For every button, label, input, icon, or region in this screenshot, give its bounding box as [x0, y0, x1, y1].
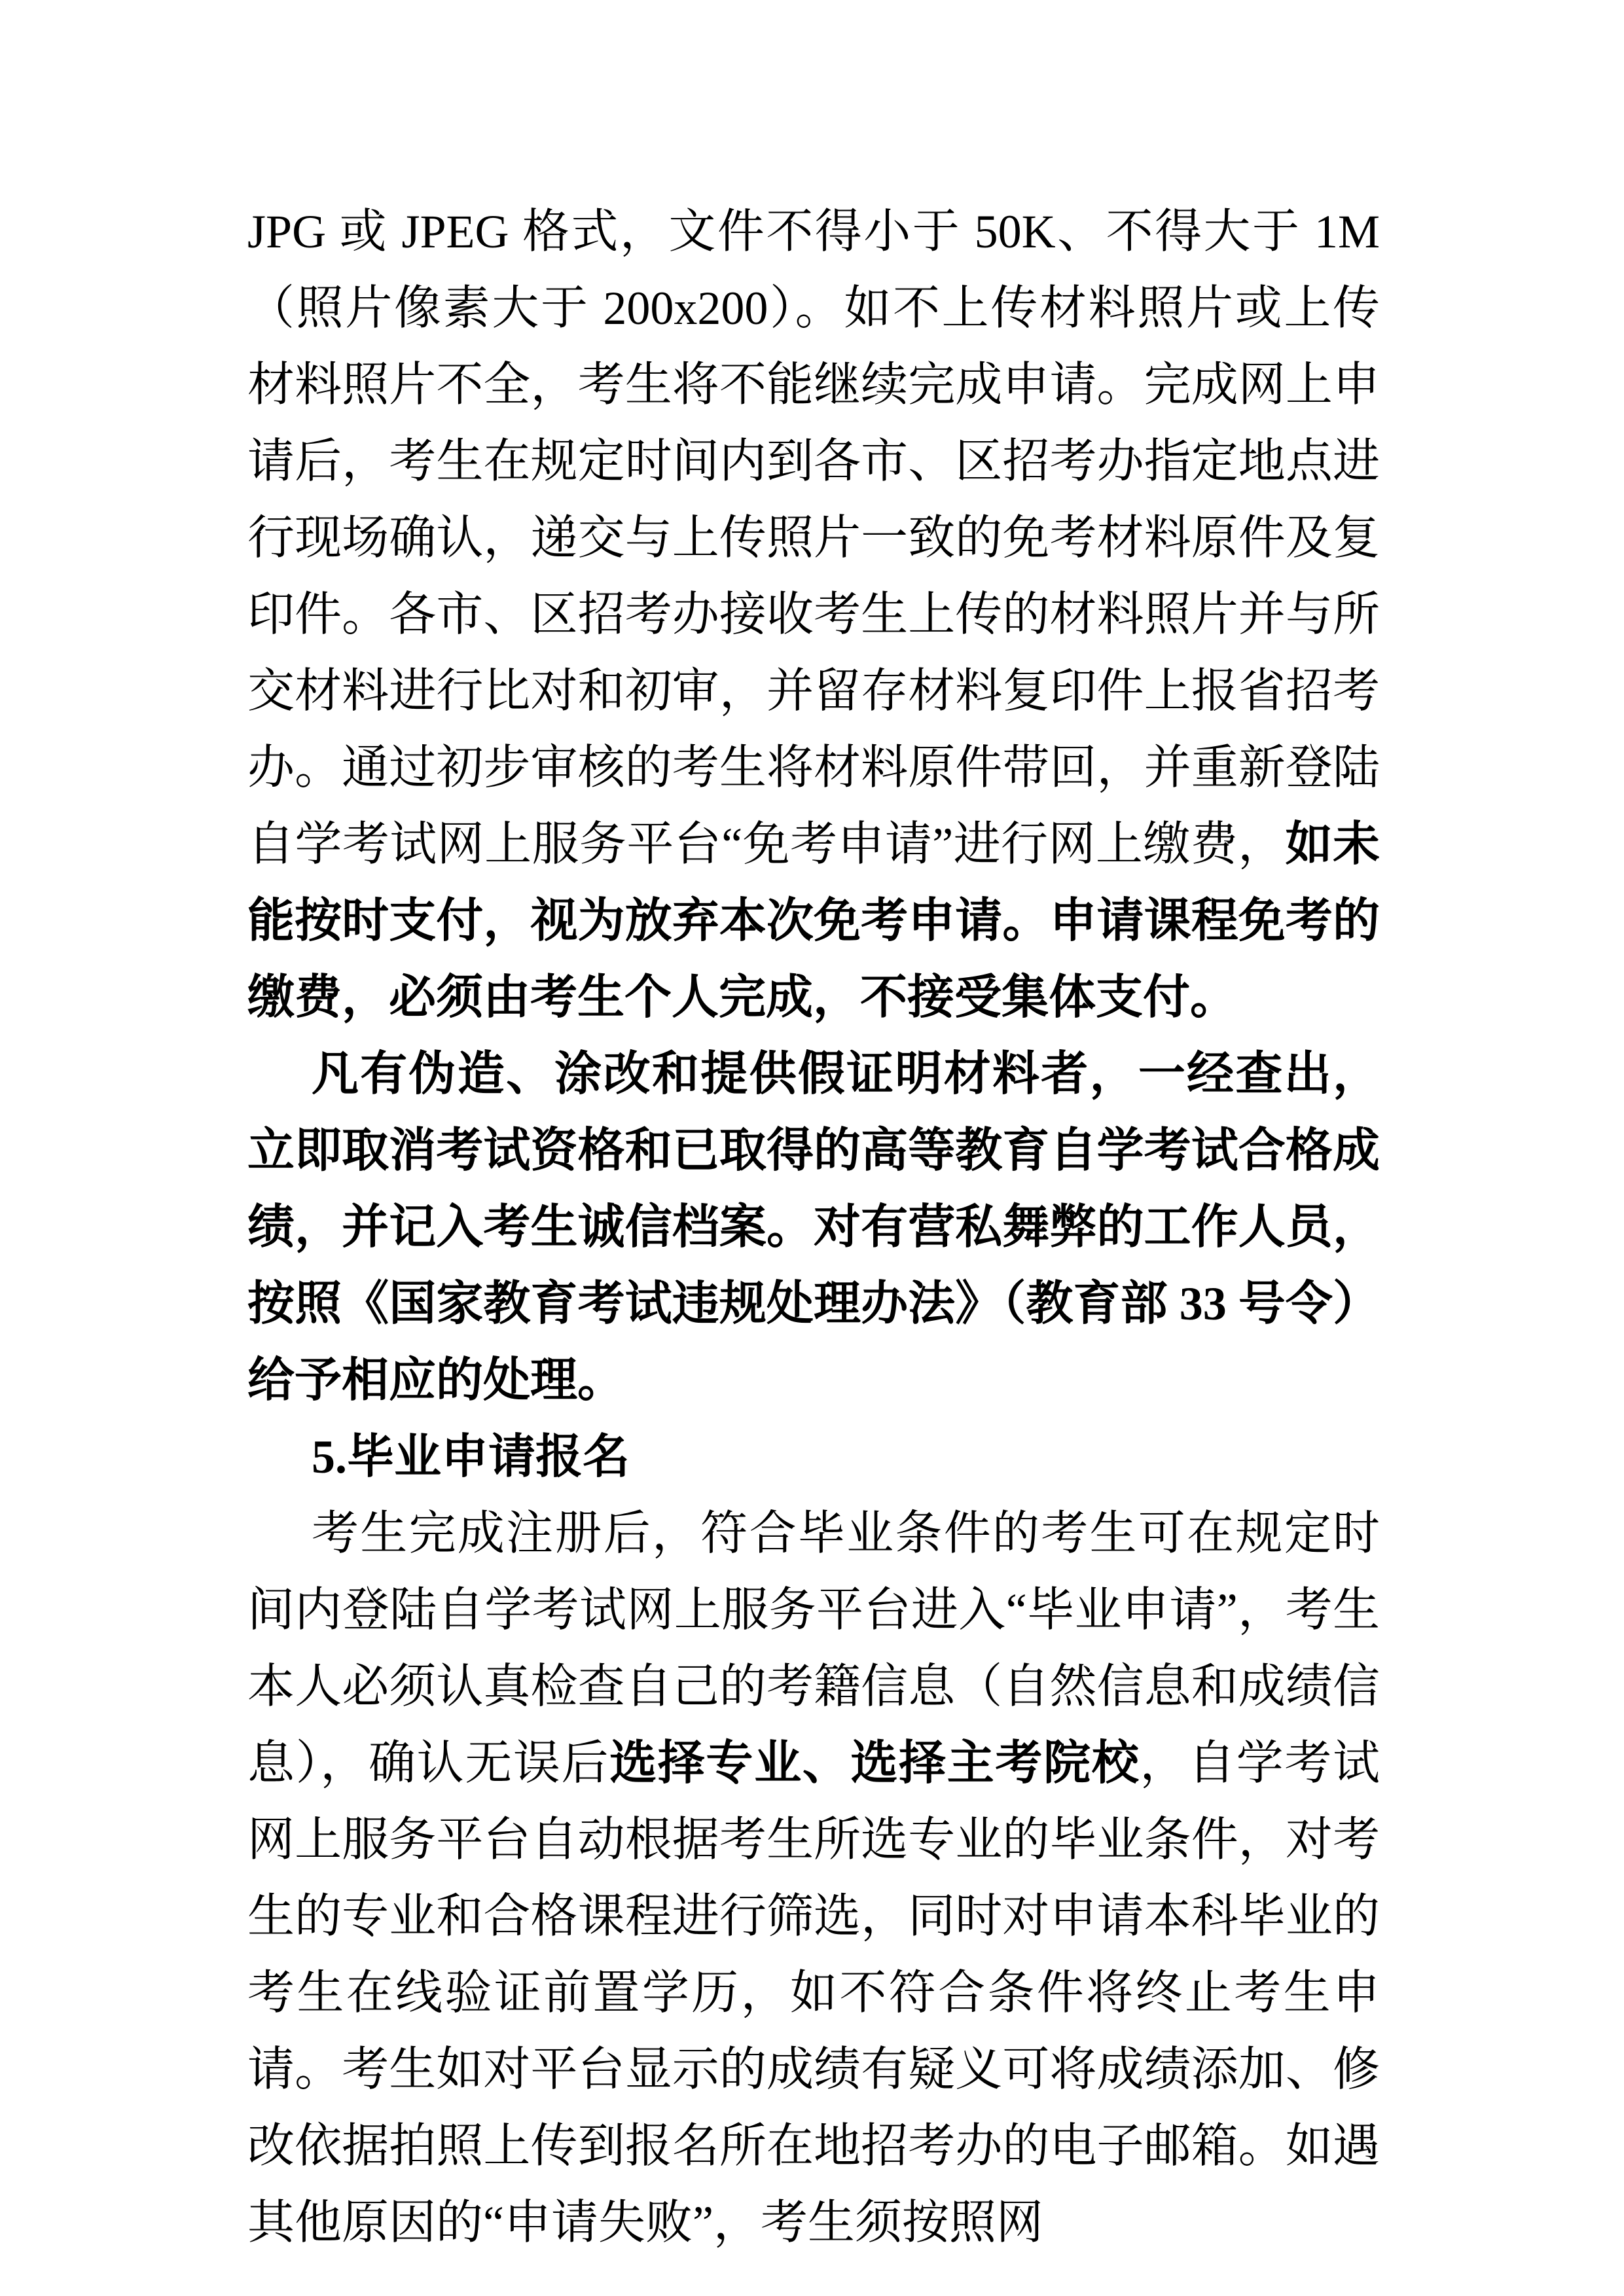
- bold-text-run: 如未能按时支付，视为放弃本次免考申请。申请课程免考的缴费，必须由考生个人完成，不接受集体支付。: [247, 818, 1380, 1024]
- para-fraud-warning: [247, 1036, 1380, 1419]
- text-run: 考生完成注册后，符合毕业条件的考生可在规定时间内登陆自学考试网上服务平台进入“毕业申请”，考生本人必须认真检查自己的考籍信息（自然信息和成绩信息），确认无误后: [247, 1507, 1380, 1789]
- para-graduation-procedure: [247, 1496, 1380, 2261]
- document-body: [247, 194, 1380, 2261]
- bold-text-run: 凡有伪造、涂改和提供假证明材料者，一经查出，立即取消考试资格和已取得的高等教育自学考试合格成绩，并记入考生诚信档案。对有营私舞弊的工作人员，按照《国家教育考试违规处理办法》（教育部 33 号令）给予相应的处理。: [247, 1048, 1380, 1407]
- text-run: ，自学考试网上服务平台自动根据考生所选专业的毕业条件，对考生的专业和合格课程进行筛选，同时对申请本科毕业的考生在线验证前置学历，如不符合条件将终止考生申请。考生如对平台显示的成绩有疑义可将成绩添加、修改依据拍照上传到报名所在地招考办的电子邮箱。如遇其他原因的“申请失败”，考生须按照网: [247, 1737, 1380, 2249]
- heading-graduation-application: [247, 1419, 1380, 1496]
- bold-text-run: 5.毕业申请报名: [312, 1431, 630, 1483]
- text-run: JPG 或 JPEG 格式，文件不得小于 50K、不得大于 1M（照片像素大于 200x200）。如不上传材料照片或上传材料照片不全，考生将不能继续完成申请。完成网上申请后，考生在规定时间内到各市、区招考办指定地点进行现场确认，递交与上传照片一致的免考材料原件及复印件。各市、区招考办接收考生上传的材料照片并与所交材料进行比对和初审，并留存材料复印件上报省招考办。通过初步审核的考生将材料原件带回，并重新登陆自学考试网上服务平台“免考申请”进行网上缴费，: [247, 206, 1380, 870]
- para-exemption-materials-payment: [247, 194, 1380, 1036]
- bold-text-run: 选择专业、选择主考院校: [609, 1737, 1140, 1789]
